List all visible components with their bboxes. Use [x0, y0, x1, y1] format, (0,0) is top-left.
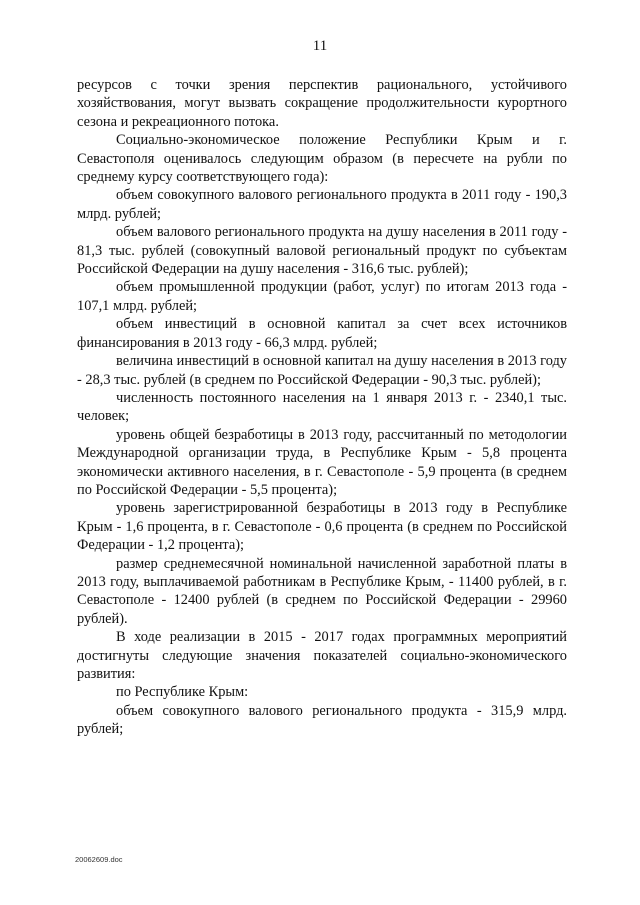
paragraph: ресурсов с точки зрения перспектив рационального, устойчивого хозяйствования, могут вызвать сокращение продолжительности курортного сезона и рекреационного потока.: [77, 77, 567, 130]
paragraph: В ходе реализации в 2015 - 2017 годах программных мероприятий достигнуты следующие значения показателей социально-экономического развития:: [77, 629, 567, 682]
paragraph: объем валового регионального продукта на душу населения в 2011 году - 81,3 тыс. рублей (совокупный валовой региональный продукт по субъектам Российской Федерации на душу населения - 316,6 тыс. рублей);: [77, 224, 567, 278]
footer-filename: 20062609.doc: [75, 855, 123, 864]
paragraph: объем совокупного валового регионального продукта - 315,9 млрд. рублей;: [77, 702, 567, 738]
paragraph: объем совокупного валового регионального продукта в 2011 году - 190,3 млрд. рублей;: [77, 187, 567, 222]
paragraph: численность постоянного населения на 1 января 2013 г. - 2340,1 тыс. человек;: [77, 389, 567, 425]
paragraph: величина инвестиций в основной капитал на душу населения в 2013 году - 28,3 тыс. рублей (в среднем по Российской Федерации - 90,3 тыс. рублей);: [77, 353, 567, 388]
paragraph: Социально-экономическое положение Республики Крым и г. Севастополя оценивалось следующим образом (в пересчете на рубли по среднему курсу соответствующего года):: [77, 132, 567, 186]
paragraph: уровень зарегистрированной безработицы в 2013 году в Республике Крым - 1,6 процента, в г. Севастополе - 0,6 процента (в среднем по Российской Федерации - 1,2 процента);: [77, 500, 567, 554]
paragraph: размер среднемесячной номинальной начисленной заработной платы в 2013 году, выплачиваемой работникам в Республике Крым, - 11400 рублей, в г. Севастополе - 12400 рублей (в среднем по Российской Федерации - 29960 рублей).: [77, 555, 567, 627]
document-body: [77, 76, 567, 739]
page-number: 11: [312, 38, 328, 54]
paragraph: объем инвестиций в основной капитал за счет всех источников финансирования в 2013 году - 66,3 млрд. рублей;: [77, 316, 567, 351]
paragraph: объем промышленной продукции (работ, услуг) по итогам 2013 года - 107,1 млрд. рублей;: [77, 279, 567, 314]
paragraph: по Республике Крым:: [116, 684, 249, 701]
paragraph: уровень общей безработицы в 2013 году, рассчитанный по методологии Международной организации труда, в Республике Крым - 5,8 процента экономически активного населения, в г. Севастополе - 5,9 процента (в среднем по Российской Федерации - 5,5 процента);: [77, 426, 567, 498]
